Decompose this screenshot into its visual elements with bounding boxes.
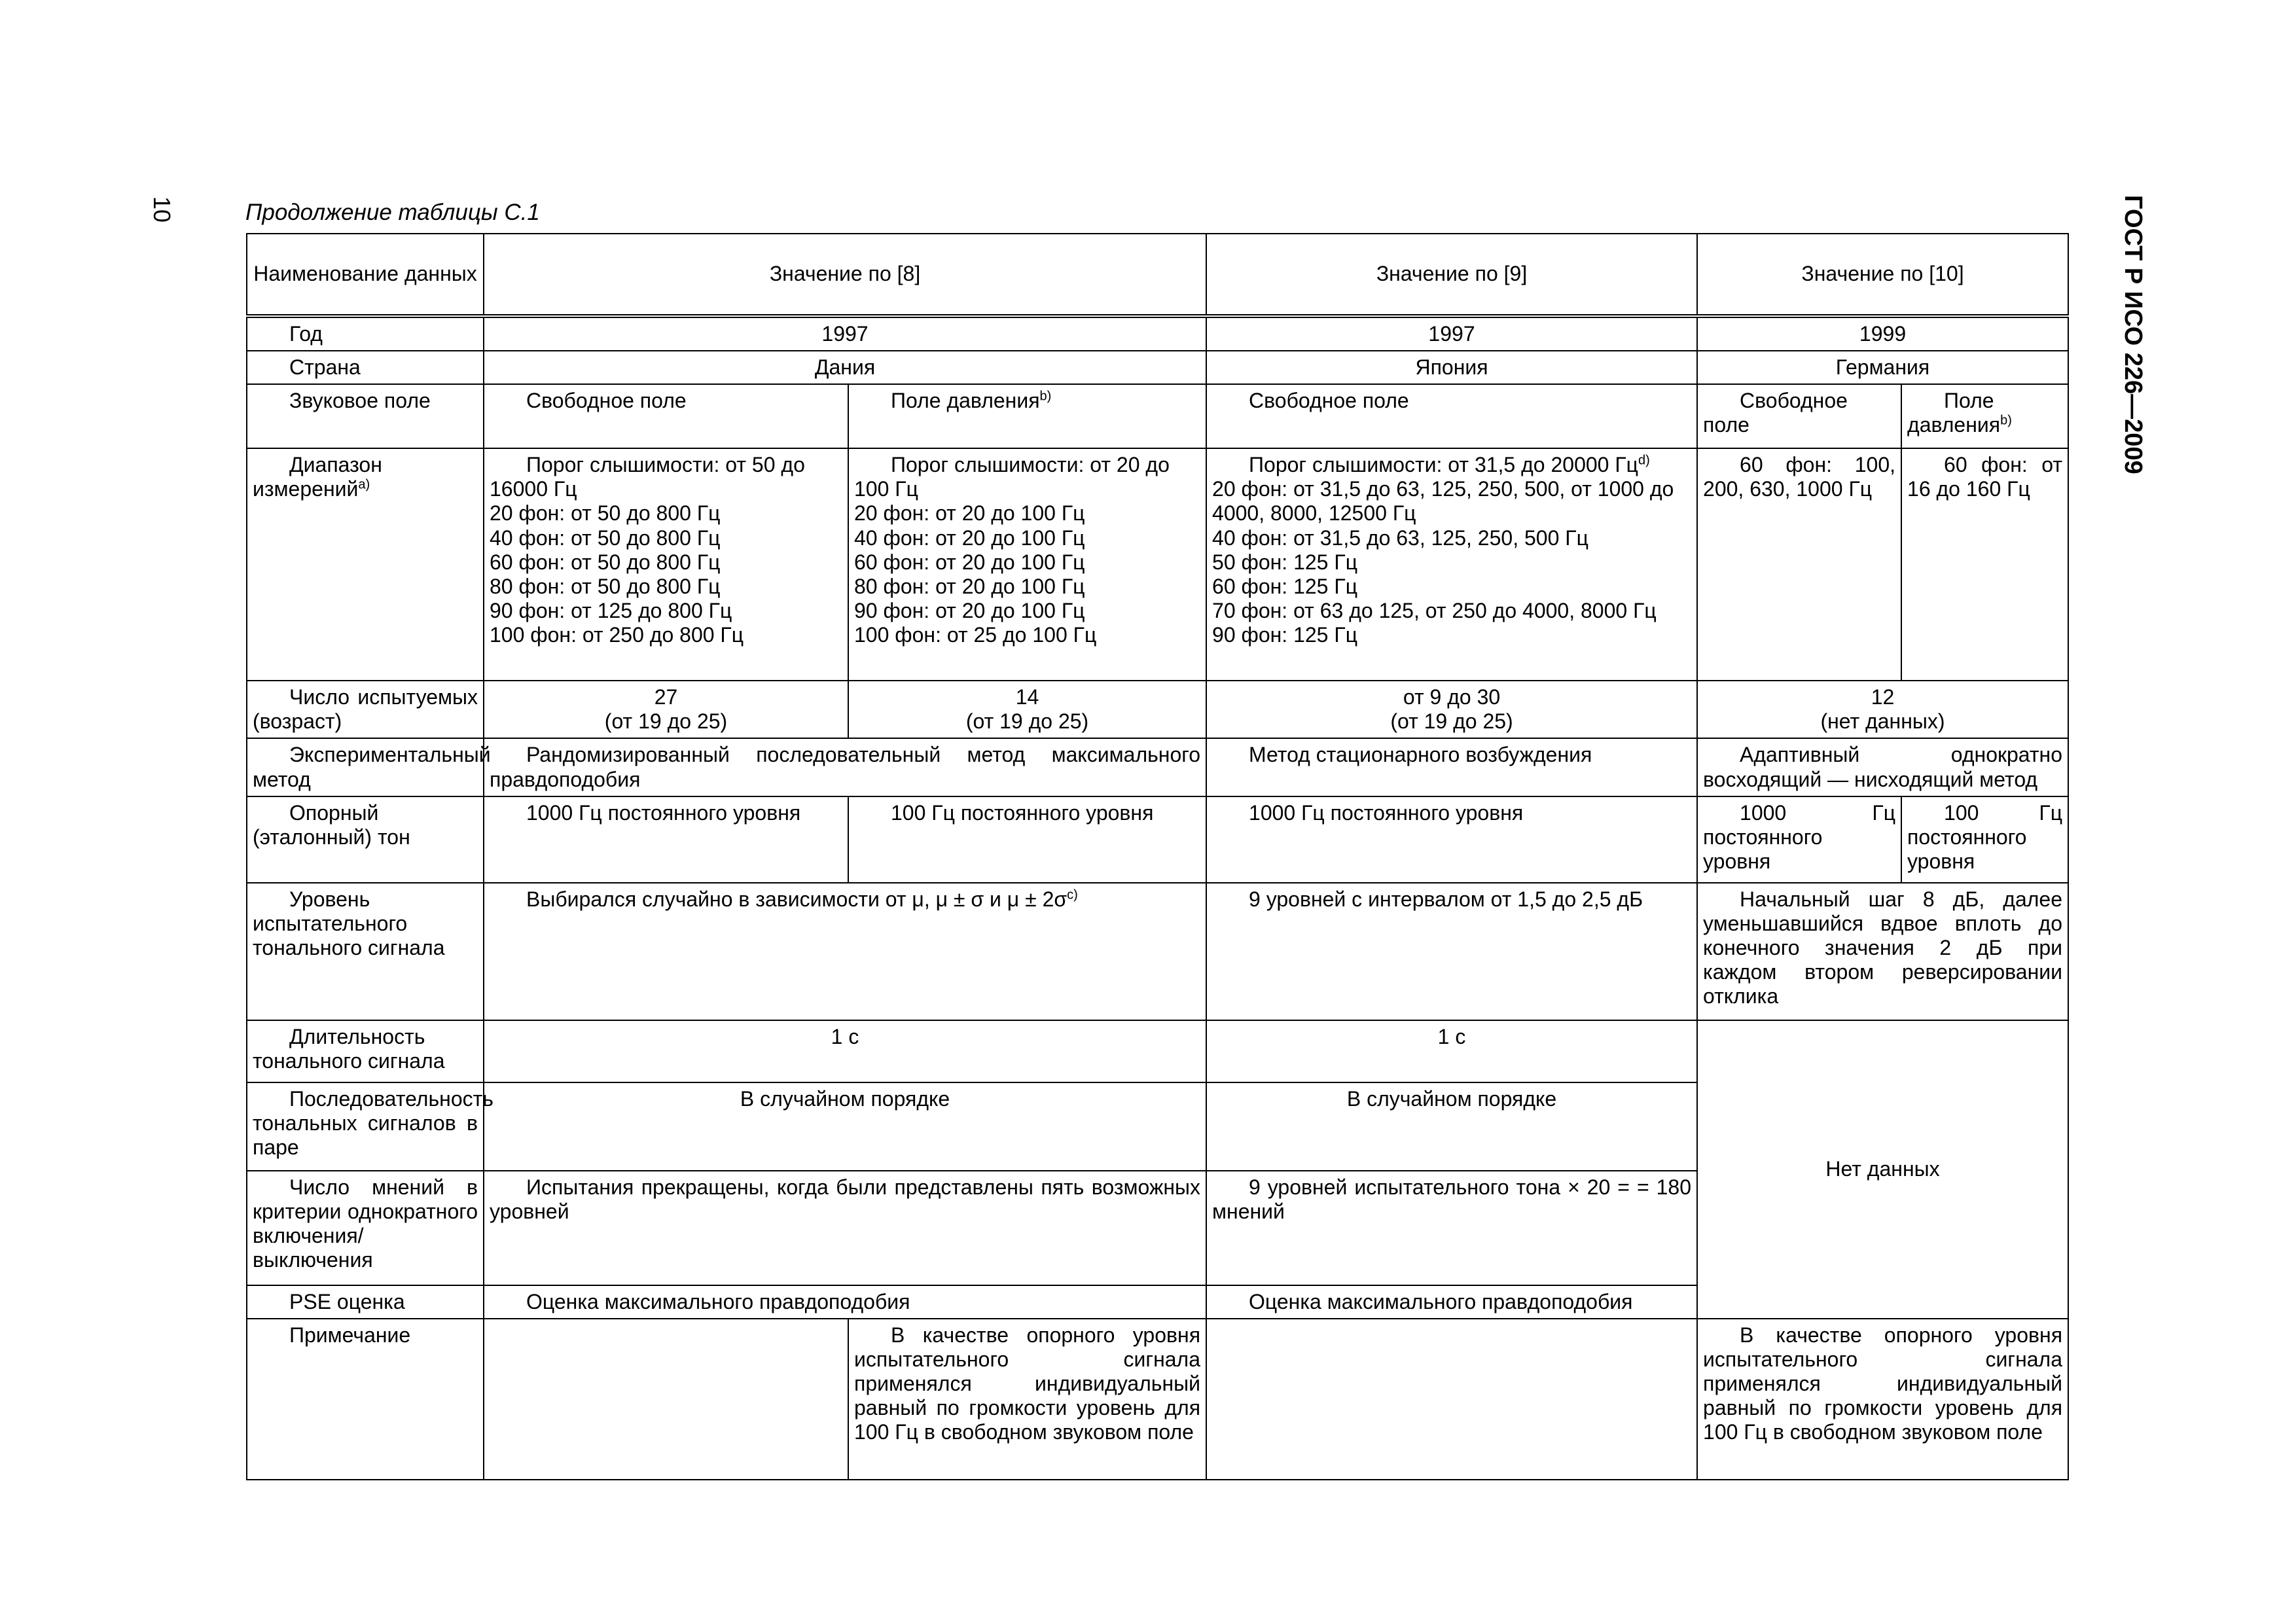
table-cell: 1 с: [1206, 1020, 1697, 1082]
row-label: Последовательность тональных сигналов в паре: [247, 1082, 484, 1171]
table-cell: 1997: [484, 316, 1206, 351]
table-cell: Порог слышимости: от 50 до 16000 Гц 20 фон: от 50 до 800 Гц 40 фон: от 50 до 800 Гц 60 фон: от 50 до 800 Гц 80 фон: от 50 до 800 Гц 90 фон: от 125 до 800 Гц 100 фон: от 250 до 800 Гц: [484, 448, 848, 681]
cell-text: Выбирался случайно в зависимости от μ, μ ± σ и μ ± 2σ: [526, 887, 1067, 911]
row-label: Уровень испытательного тонального сигнала: [247, 883, 484, 1020]
table-row: [247, 351, 2068, 384]
row-label: Опорный (эталонный) тон: [247, 796, 484, 883]
table-cell: В качестве опорного уровня испытательного сигнала применялся индивидуальный равный по громкости уровень для 100 Гц в свободном звуковом поле: [1697, 1319, 2068, 1480]
row-label: Страна: [247, 351, 484, 384]
table-cell: Оценка максимального правдоподобия: [484, 1285, 1206, 1319]
table-cell: Начальный шаг 8 дБ, далее уменьшавшийся вдвое вплоть до конечного значения 2 дБ при каждом втором реверсировании отклика: [1697, 883, 2068, 1020]
table-cell: В случайном порядке: [1206, 1082, 1697, 1171]
cell-text: Поле давления: [1907, 389, 2001, 437]
table-caption: Продолжение таблицы С.1: [245, 200, 540, 225]
table-cell: Свободное поле: [1206, 384, 1697, 448]
cell-text: 20 фон: от 31,5 до 63, 125, 250, 500, от 1000 до 4000, 8000, 12500 Гц 40 фон: от 31,5 до 63, 125, 250, 500 Гц 50 фон: 125 Гц 60 фон: 125 Гц 70 фон: от 63 до 125, от 250 до 4000, 8000 Гц 90 фон: 125 Гц: [1212, 477, 1674, 647]
row-label: Примечание: [247, 1319, 484, 1480]
header-cell: Наименование данных: [247, 234, 484, 316]
footnote-mark: a): [358, 477, 370, 492]
row-label: Длительность тонального сигнала: [247, 1020, 484, 1082]
document-code: ГОСТ Р ИСО 226—2009: [2119, 195, 2147, 474]
table-cell: Рандомизированный последовательный метод максимального правдоподобия: [484, 738, 1206, 796]
table-cell: Оценка максимального правдоподобия: [1206, 1285, 1697, 1319]
table-cell: 60 фон: от 16 до 160 Гц: [1901, 448, 2068, 681]
header-cell: Значение по [8]: [484, 234, 1206, 316]
table-cell: 27 (от 19 до 25): [484, 681, 848, 738]
table-cell: 1997: [1206, 316, 1697, 351]
table-cell: 1000 Гц постоянного уровня: [484, 796, 848, 883]
table-row: [247, 681, 2068, 738]
table-cell: В качестве опорного уровня испытательного сигнала применялся индивидуальный равный по громкости уровень для 100 Гц в свободном звуковом поле: [848, 1319, 1206, 1480]
table-cell: 1999: [1697, 316, 2068, 351]
table-cell: 60 фон: 100, 200, 630, 1000 Гц: [1697, 448, 1901, 681]
footnote-mark: b): [1039, 389, 1052, 404]
row-label: Звуковое поле: [247, 384, 484, 448]
comparison-table: [246, 233, 2069, 1480]
row-label-text: Диапазон измерений: [253, 453, 382, 501]
cell-text: Поле давления: [891, 389, 1040, 413]
table-cell: Порог слышимости: от 20 до 100 Гц 20 фон: от 20 до 100 Гц 40 фон: от 20 до 100 Гц 60 фон: от 20 до 100 Гц 80 фон: от 20 до 100 Гц 90 фон: от 20 до 100 Гц 100 фон: от 25 до 100 Гц: [848, 448, 1206, 681]
row-label: Год: [247, 316, 484, 351]
table-cell: Адаптивный однократно восходящий — нисходящий метод: [1697, 738, 2068, 796]
table-cell: 1 с: [484, 1020, 1206, 1082]
table-header-row: [247, 234, 2068, 316]
table-cell: 12 (нет данных): [1697, 681, 2068, 738]
footnote-mark: d): [1638, 453, 1650, 468]
table-cell: Свободное поле: [484, 384, 848, 448]
cell-text: Порог слышимости: от 31,5 до 20000 Гц: [1249, 453, 1638, 477]
table-row: [247, 883, 2068, 1020]
table-cell: [484, 1319, 848, 1480]
table-cell: Испытания прекращены, когда были представлены пять возможных уровней: [484, 1171, 1206, 1285]
table-row: [247, 1020, 2068, 1082]
table-cell: Метод стационарного возбуждения: [1206, 738, 1697, 796]
table-cell: В случайном порядке: [484, 1082, 1206, 1171]
row-label: PSE оценка: [247, 1285, 484, 1319]
table-cell: 1000 Гц постоянного уровня: [1206, 796, 1697, 883]
table-row: [247, 316, 2068, 351]
table-cell: от 9 до 30 (от 19 до 25): [1206, 681, 1697, 738]
table-cell: 100 Гц постоянного уровня: [1901, 796, 2068, 883]
footnote-mark: c): [1067, 887, 1078, 902]
row-label: Экспериментальный метод: [247, 738, 484, 796]
header-cell: Значение по [9]: [1206, 234, 1697, 316]
no-data-cell: Нет данных: [1697, 1020, 2068, 1319]
table-cell: 1000 Гц постоянного уровня: [1697, 796, 1901, 883]
table-cell: [848, 384, 1206, 448]
header-cell: Значение по [10]: [1697, 234, 2068, 316]
table-cell: 14 (от 19 до 25): [848, 681, 1206, 738]
table-cell: 100 Гц постоянного уровня: [848, 796, 1206, 883]
footnote-mark: b): [2000, 413, 2012, 428]
page-number: 10: [149, 196, 175, 223]
table-row: [247, 384, 2068, 448]
table-cell: [1206, 1319, 1697, 1480]
table-cell: Япония: [1206, 351, 1697, 384]
row-label: Число мнений в критерии однократного включения/выключения: [247, 1171, 484, 1285]
table-cell: [1901, 384, 2068, 448]
row-label: Число испытуемых (возраст): [247, 681, 484, 738]
table-cell: 9 уровней с интервалом от 1,5 до 2,5 дБ: [1206, 883, 1697, 1020]
table-row: [247, 1319, 2068, 1480]
table-cell: Германия: [1697, 351, 2068, 384]
table-cell: 9 уровней испытательного тона × 20 = = 180 мнений: [1206, 1171, 1697, 1285]
table-cell: [484, 883, 1206, 1020]
table-cell: Дания: [484, 351, 1206, 384]
table-row: [247, 448, 2068, 681]
table-row: [247, 796, 2068, 883]
table-cell: [1206, 448, 1697, 681]
row-label: [247, 448, 484, 681]
table-row: [247, 738, 2068, 796]
table-cell: Свободное поле: [1697, 384, 1901, 448]
